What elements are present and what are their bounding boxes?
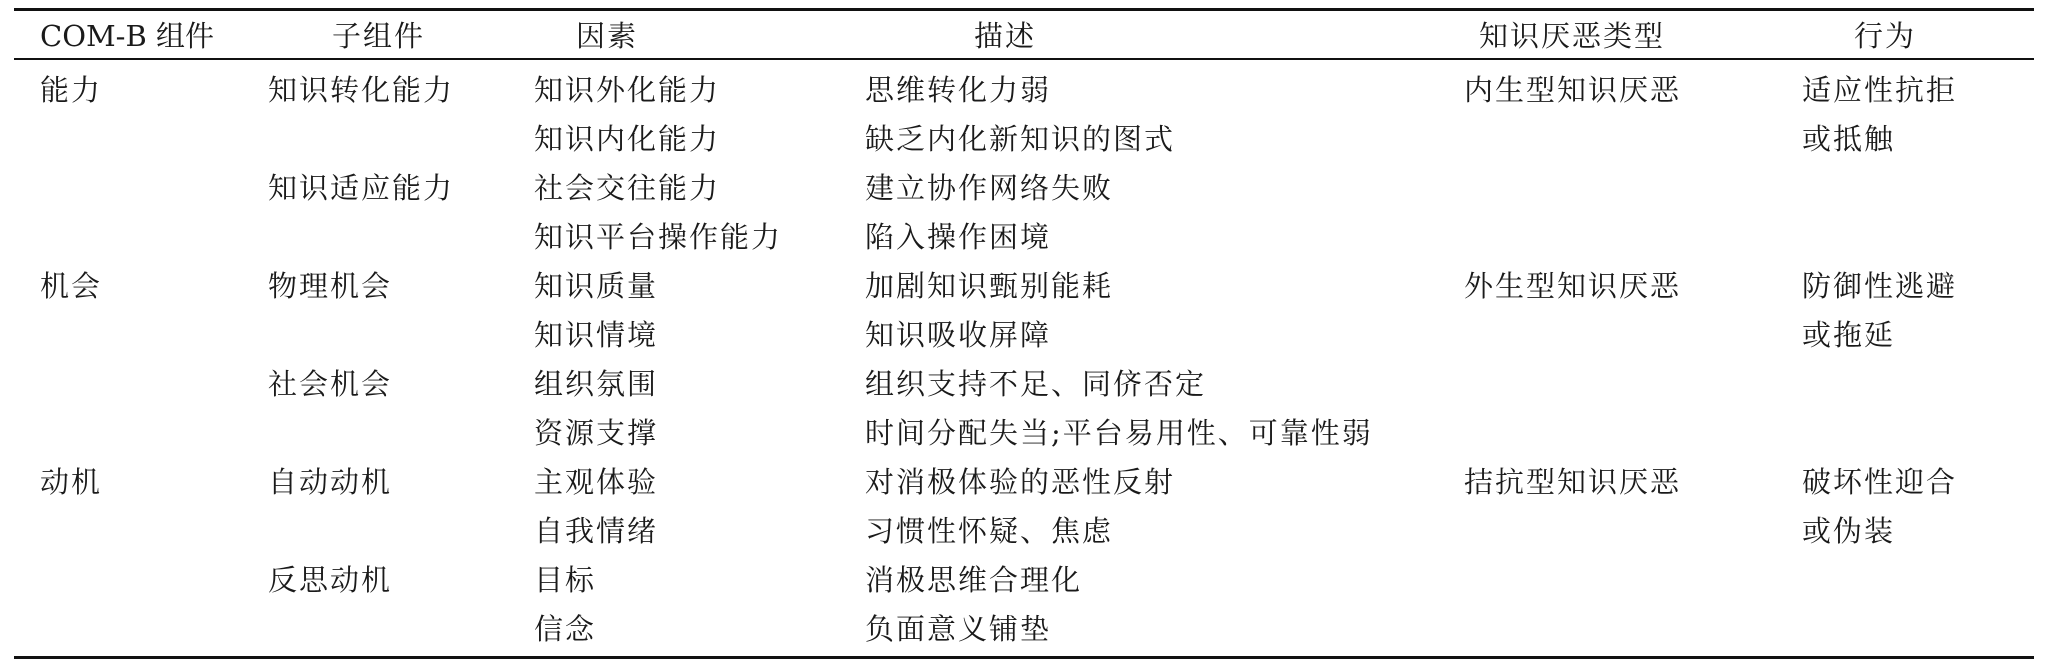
cell-factor: 知识质量 [534, 269, 659, 303]
cell-sub: 物理机会 [268, 269, 393, 303]
cell-description: 消极思维合理化 [865, 563, 1083, 597]
cell-com-b: 机会 [40, 269, 103, 303]
cell-behavior: 或抵触 [1802, 122, 1896, 156]
table-row [14, 213, 2034, 262]
header-factor: 因素 [576, 19, 639, 53]
cell-factor: 知识外化能力 [534, 73, 721, 107]
cell-sub: 社会机会 [268, 367, 393, 401]
header-rule [14, 58, 2034, 60]
cell-factor: 社会交往能力 [534, 171, 721, 205]
table-row [14, 115, 2034, 164]
cell-behavior: 或拖延 [1802, 318, 1896, 352]
header-row [14, 11, 2034, 60]
cell-description: 组织支持不足、同侪否定 [865, 367, 1207, 401]
cell-description: 缺乏内化新知识的图式 [865, 122, 1176, 156]
table-row [14, 164, 2034, 213]
table-row [14, 458, 2034, 507]
cell-behavior: 破坏性迎合 [1802, 465, 1958, 499]
cell-factor: 目标 [534, 563, 597, 597]
cell-factor: 自我情绪 [534, 514, 659, 548]
cell-sub: 知识适应能力 [268, 171, 455, 205]
cell-description: 习惯性怀疑、焦虑 [865, 514, 1114, 548]
header-type: 知识厌恶类型 [1479, 19, 1666, 53]
cell-factor: 知识内化能力 [534, 122, 721, 156]
table-row [14, 556, 2034, 605]
cell-description: 陷入操作困境 [865, 220, 1052, 254]
cell-type: 拮抗型知识厌恶 [1464, 465, 1682, 499]
table-row [14, 311, 2034, 360]
table-row [14, 360, 2034, 409]
cell-sub: 知识转化能力 [268, 73, 455, 107]
table-row [14, 262, 2034, 311]
cell-type: 外生型知识厌恶 [1464, 269, 1682, 303]
cell-behavior: 防御性逃避 [1802, 269, 1958, 303]
cell-factor: 主观体验 [534, 465, 659, 499]
cell-description: 负面意义铺垫 [865, 612, 1052, 646]
cell-description: 时间分配失当;平台易用性、可靠性弱 [865, 416, 1373, 450]
cell-behavior: 适应性抗拒 [1802, 73, 1958, 107]
cell-factor: 资源支撑 [534, 416, 659, 450]
table-row [14, 409, 2034, 458]
cell-type: 内生型知识厌恶 [1464, 73, 1682, 107]
cell-description: 加剧知识甄别能耗 [865, 269, 1114, 303]
header-com-b: COM-B 组件 [40, 19, 214, 53]
cell-description: 建立协作网络失败 [865, 171, 1114, 205]
header-description: 描述 [974, 19, 1037, 53]
cell-factor: 信念 [534, 612, 597, 646]
cell-description: 对消极体验的恶性反射 [865, 465, 1176, 499]
header-behavior: 行为 [1854, 19, 1917, 53]
cell-com-b: 能力 [40, 73, 103, 107]
cell-behavior: 或伪装 [1802, 514, 1896, 548]
bottom-rule [14, 656, 2034, 659]
cell-factor: 组织氛围 [534, 367, 659, 401]
table-row [14, 507, 2034, 556]
cell-com-b: 动机 [40, 465, 103, 499]
cell-description: 思维转化力弱 [865, 73, 1052, 107]
table-row [14, 605, 2034, 654]
cell-factor: 知识平台操作能力 [534, 220, 783, 254]
cell-sub: 自动动机 [268, 465, 393, 499]
header-sub: 子组件 [332, 19, 426, 53]
table-row [14, 66, 2034, 115]
cell-factor: 知识情境 [534, 318, 659, 352]
cell-description: 知识吸收屏障 [865, 318, 1052, 352]
cell-sub: 反思动机 [268, 563, 393, 597]
